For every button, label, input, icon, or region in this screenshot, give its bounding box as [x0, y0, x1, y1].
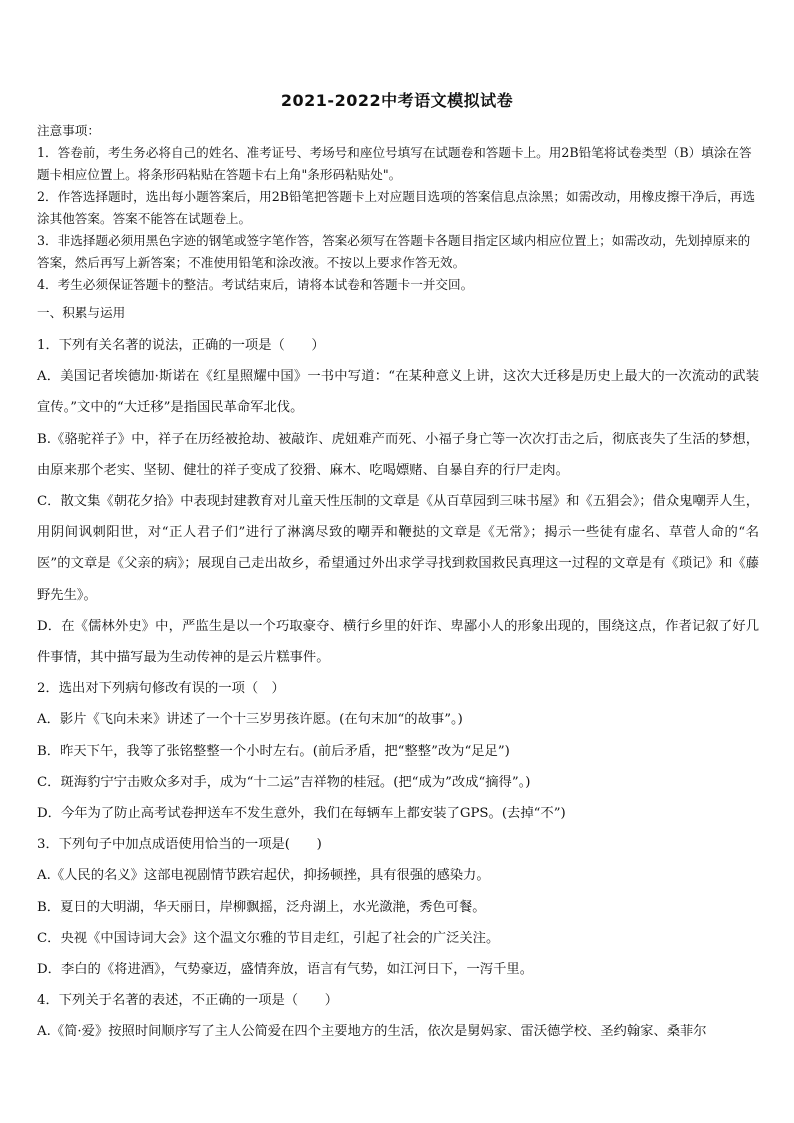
- question-option: C．散文集《朝花夕拾》中表现封建教育对儿童天性压制的文章是《从百草园到三味书屋》和《五猖会》；借众鬼嘲弄人生，用阴间讽刺阳世，对“正人君子们”进行了淋漓尽致的嘲弄和鞭挞的文章是《无常》；揭示一些徒有虚名、草菅人命的“名医”的文章是《父亲的病》；展现自己走出故乡，希望通过外出求学寻找到救国救民真理这一过程的文章是有《琐记》和《藤野先生》。: [37, 494, 759, 603]
- question-option: C．斑海豹宁宁击败众多对手，成为“十二运”吉祥物的桂冠。(把“成为”改成“摘得”。): [37, 774, 531, 790]
- section-heading: 一、积累与运用: [37, 305, 126, 320]
- question-option: B．夏日的大明湖，华天丽日，岸柳飘摇，泛舟湖上，水光潋滟，秀色可餐。: [37, 899, 486, 915]
- question-option: D．今年为了防止高考试卷押送车不发生意外，我们在每辆车上都安装了GPS。(去掉“不”): [37, 806, 566, 822]
- question-option: A．影片《飞向未来》讲述了一个十三岁男孩许愿。(在句末加“的故事”。): [37, 712, 463, 728]
- notes-block: [37, 120, 759, 296]
- notes-item: 4．考生必须保证答题卡的整洁。考试结束后，请将本试卷和答题卡一并交回。: [37, 277, 474, 292]
- notes-item: 1．答卷前，考生务必将自己的姓名、准考证号、考场号和座位号填写在试题卷和答题卡上。用2B铅笔将试卷类型（B）填涂在答题卡相应位置上。将条形码粘贴在答题卡右上角"条形码粘贴处"。: [37, 145, 752, 182]
- question-stem: 2．选出对下列病句修改有误的一项（ ）: [37, 681, 285, 697]
- question-stem: 4．下列关于名著的表述，不正确的一项是（ ）: [37, 993, 338, 1009]
- question-stem: 1．下列有关名著的说法，正确的一项是（ ）: [37, 338, 325, 353]
- section-heading-block: [37, 302, 759, 324]
- question-option: C．央视《中国诗词大会》这个温文尔雅的节目走红，引起了社会的广泛关注。: [37, 930, 500, 946]
- question-option: B．昨天下午，我等了张铭整整一个小时左右。(前后矛盾，把“整整”改为“足足”): [37, 743, 510, 759]
- notes-item: 2．作答选择题时，选出每小题答案后，用2B铅笔把答题卡上对应题目选项的答案信息点涂黑；如需改动，用橡皮擦干净后，再选涂其他答案。答案不能答在试题卷上。: [37, 189, 755, 226]
- question-option: D．李白的《将进酒》，气势豪迈，盛情奔放，语言有气势，如江河日下，一泻千里。: [37, 962, 533, 978]
- notes-item: 3．非选择题必须用黑色字迹的钢笔或签字笔作答，答案必须写在答题卡各题目指定区域内相应位置上；如需改动，先划掉原来的答案，然后再写上新答案；不准使用铅笔和涂改液。不按以上要求作答无效。: [37, 233, 751, 270]
- questions-block: [37, 330, 759, 1048]
- page-title: 2021-2022中考语文模拟试卷: [280, 91, 514, 110]
- question-option: B.《骆驼祥子》中，祥子在历经被抢劫、被敲诈、虎妞难产而死、小福子身亡等一次次打击之后，彻底丧失了生活的梦想，由原来那个老实、坚韧、健壮的祥子变成了狡猾、麻木、吃喝嫖赌、自暴自弃的行尸走肉。: [37, 431, 759, 478]
- question-stem: 3．下列句子中加点成语使用恰当的一项是( ): [37, 837, 322, 853]
- question-option: A.《人民的名义》这部电视剧情节跌宕起伏，抑扬顿挫，具有很强的感染力。: [37, 868, 490, 884]
- notes-heading: 注意事项：: [37, 123, 100, 138]
- question-option: D．在《儒林外史》中，严监生是以一个巧取豪夺、横行乡里的奸诈、卑鄙小人的形象出现的，围绕这点，作者记叙了好几件事情，其中描写最为生动传神的是云片糕事件。: [37, 618, 759, 666]
- question-option: A.《简·爱》按照时间顺序写了主人公简爱在四个主要地方的生活，依次是舅妈家、雷沃德学校、圣约翰家、桑菲尔: [37, 1024, 707, 1040]
- question-option: A．美国记者埃德加·斯诺在《红星照耀中国》一书中写道：“在某种意义上讲，这次大迁移是历史上最大的一次流动的武装宣传。”文中的“大迁移”是指国民革命军北伐。: [37, 369, 759, 416]
